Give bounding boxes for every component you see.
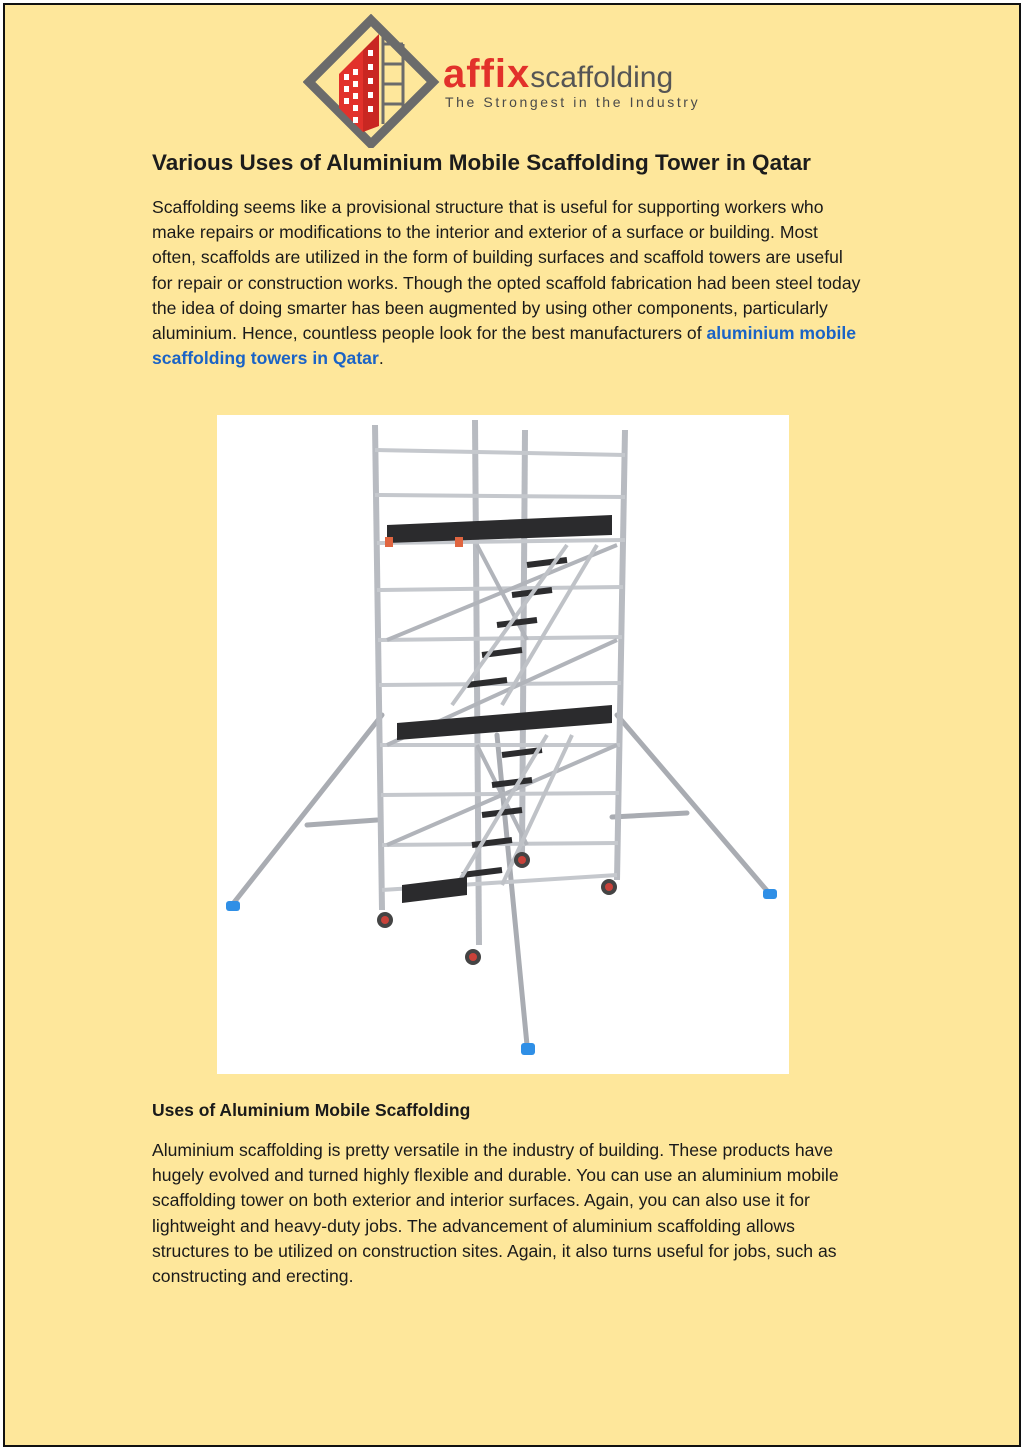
logo-wordmark — [443, 52, 673, 97]
affix-logo[interactable] — [303, 14, 703, 148]
logo-brand-word: scaffolding — [530, 61, 674, 94]
article-title: Various Uses of Aluminium Mobile Scaffolding Tower in Qatar — [152, 150, 811, 175]
intro-paragraph — [152, 195, 864, 371]
aluminium-scaffolding-tower-image — [217, 415, 789, 1074]
section-paragraph: Aluminium scaffolding is pretty versatile in the industry of building. These products have hugely evolved and turned highly flexible and durable. You can use an aluminium mobile scaffolding tower on both exterior and interior surfaces. Again, you can also use it for lightweight and heavy-duty jobs. The advancement of aluminium scaffolding allows structures to be utilized on construction sites. Again, it also turns useful for jobs, such as constructing and erecting. — [152, 1140, 839, 1287]
scaffolding-towers-link[interactable]: aluminium mobile scaffolding towers in Qatar — [152, 323, 857, 369]
intro-end: . — [378, 348, 384, 369]
intro-text: Scaffolding seems like a provisional structure that is useful for supporting workers who make repairs or modifications to the interior and exterior of a surface or building. Most often, scaffolds are utilized in the form of building surfaces and scaffold towers are useful for repair or construction works. Though the opted scaffold fabrication had been steel today the idea of doing smarter has been augmented by using other components, particularly aluminium. Hence, countless people look for the best manufacturers of — [152, 197, 861, 344]
logo-brand-name: affix — [443, 52, 531, 96]
scaffolding-tower-photo — [217, 415, 789, 1074]
building-diamond-icon — [303, 14, 443, 148]
logo-tagline: The Strongest in the Industry — [445, 94, 701, 110]
section-heading: Uses of Aluminium Mobile Scaffolding — [152, 1100, 471, 1120]
